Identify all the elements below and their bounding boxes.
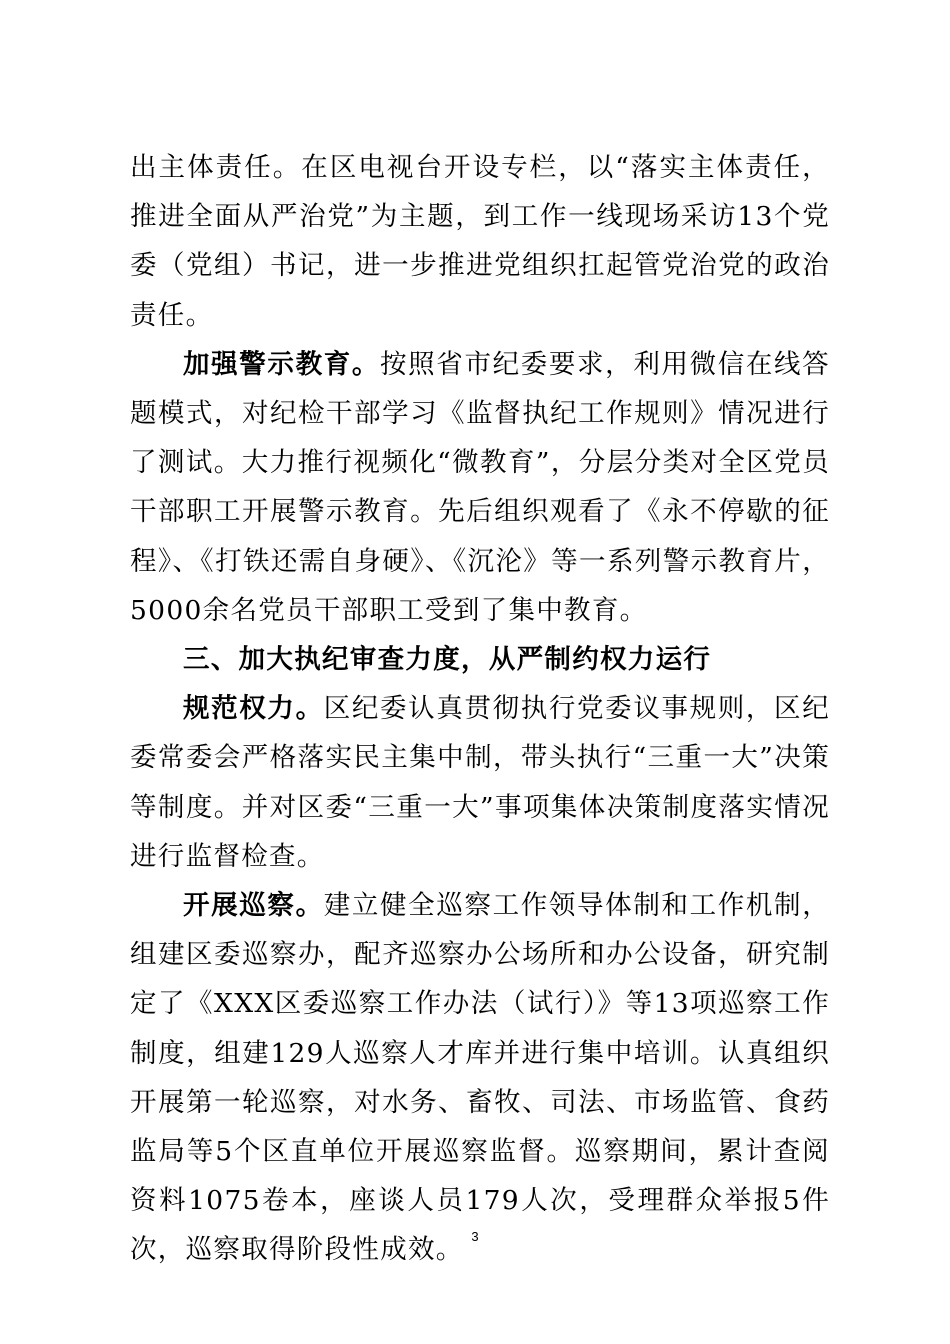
paragraph-text: 建立健全巡察工作领导体制和工作机制，组建区委巡察办，配齐巡察办公场所和办公设备，研究制定了《XXX区委巡察工作办法（试行）》等13项巡察工作制度，组建129人巡察人才库并进行集中培训。认真组织开展第一轮巡察，对水务、畜牧、司法、市场监管、食药监局等5个区直单位开展巡察监督。巡察期间，累计查阅资料1075卷本，座谈人员179人次，受理群众举报5件次，巡察取得阶段性成效。 [130, 890, 831, 1266]
paragraph-regulate-power [130, 684, 830, 881]
paragraph-text: 出主体责任。在区电视台开设专栏，以“落实主体责任，推进全面从严治党”为主题，到工作一线现场采访13个党委（党组）书记，进一步推进党组织扛起管党治党的政治责任。 [130, 152, 830, 331]
document-body [130, 143, 830, 1275]
paragraph-lead: 规范权力。 [183, 693, 324, 725]
paragraph-inspection [130, 881, 830, 1275]
paragraph-lead: 加强警示教育。 [183, 348, 381, 380]
section-heading: 三、加大执纪审查力度，从严制约权力运行 [183, 644, 712, 676]
paragraph-lead: 开展巡察。 [183, 890, 324, 922]
page-number: 3 [471, 1229, 479, 1244]
paragraph-text: 区纪委认真贯彻执行党委议事规则，区纪委常委会严格落实民主集中制，带头执行“三重一大”决策等制度。并对区委“三重一大”事项集体决策制度落实情况进行监督检查。 [130, 693, 831, 872]
paragraph-text: 按照省市纪委要求，利用微信在线答题模式，对纪检干部学习《监督执纪工作规则》情况进行了测试。大力推行视频化“微教育”，分层分类对全区党员干部职工开展警示教育。先后组织观看了《永不停歇的征程》、《打铁还需自身硬》、《沉沦》等一系列警示教育片，5000余名党员干部职工受到了集中教育。 [130, 348, 830, 626]
paragraph-warning-education [130, 340, 830, 635]
paragraph-responsibility-continued [130, 143, 830, 340]
